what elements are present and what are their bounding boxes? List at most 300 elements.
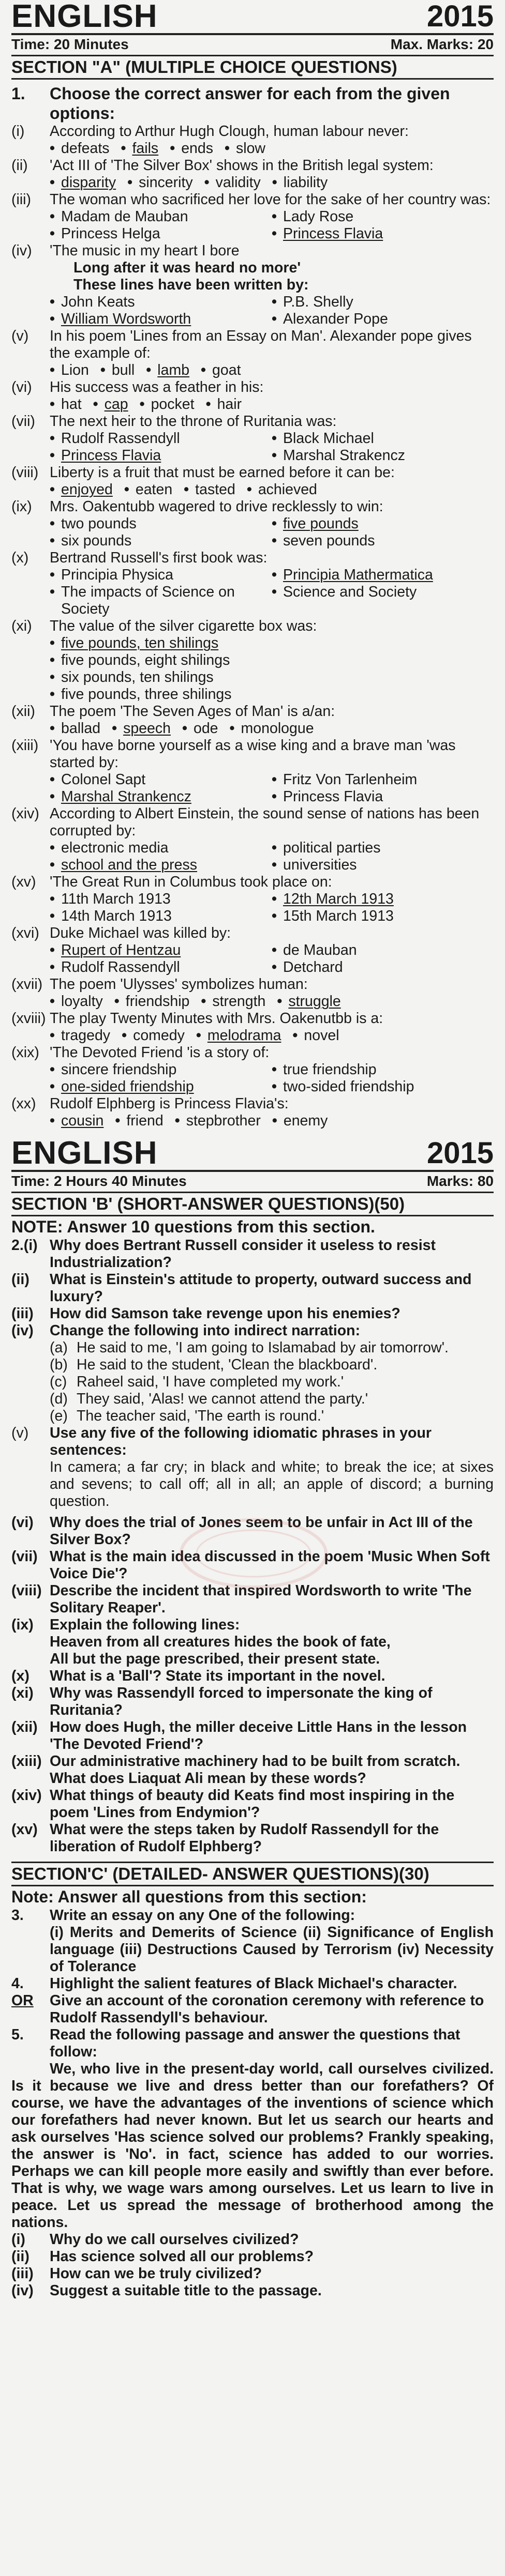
mcq-text: 'The Devoted Friend 'is a story of: [50,1044,270,1061]
mcq-option [50,720,100,737]
mcq-option-text: five pounds, ten shilings [61,635,219,651]
mcq-option [50,362,89,379]
mcq-text: The value of the silver cigarette box was: [50,618,317,634]
mcq-text: 'The Great Run in Columbus took place on: [50,874,332,890]
mcq-number: (xviii) [11,1010,46,1027]
mcq-option [230,720,314,737]
mcq-text: 'The music in my heart I bore [50,242,240,259]
mcq-question [11,737,494,771]
mcq-number: (xiii) [11,737,39,754]
mcq-option [272,567,494,584]
mcq-number: (i) [11,123,25,140]
bullet-icon: • [50,311,55,327]
mcq-question [11,550,494,567]
mcq-quote-line: Long after it was heard no more' [73,260,301,276]
bullet-icon: • [50,857,55,873]
mcq-option-text: Detchard [283,959,343,975]
question-number: (vi) [11,1514,34,1531]
q4-alt-text: Give an account of the coronation ceremony with reference to Rudolf Rassendyll's behaviour. [50,1992,484,2026]
bullet-icon: • [122,1027,127,1044]
paper2-time: Time: 2 Hours 40 Minutes [11,1173,187,1189]
question-number: (xv) [11,1821,38,1838]
mcq-option-text: Science and Society [283,584,417,600]
mcq-option-text: enemy [283,1112,328,1129]
bullet-icon: • [50,447,55,464]
bullet-icon: • [112,720,117,737]
bullet-icon: • [121,140,126,157]
bullet-icon: • [50,908,55,924]
mcq-option-text: Princess Helga [61,225,160,242]
bullet-icon: • [139,396,145,413]
bullet-icon: • [272,584,277,600]
mcq-option-text: liability [283,174,328,191]
bullet-icon: • [50,584,55,600]
mcq-option-text: Lion [61,362,89,378]
mcq-option-text: Colonel Sapt [61,771,146,788]
mcq-option-text: hat [61,396,82,413]
q3-row [11,1907,494,1924]
paper1-year: 2015 [426,0,494,33]
idioms-list: In camera; a far cry; in black and white; to break the ice; at sixes and sevens; to call off; all in all; an apple of discord; a burning question. [50,1459,494,1510]
question-number: (ix) [11,1617,34,1633]
paper1-time: Time: 20 Minutes [11,36,129,52]
reading-passage: We, who live in the present-day world, call ourselves civilized. Is it because we live and dress better than our forefathers? Of course, we have the advantages of the inventions of science which our forefathers had never known. But let us search our hearts and ask ourselves 'Has science solved our problems? Frankly speaking, the answer is 'No'. in fact, science has added to our worries. Perhaps we can kill people more easily and swiftly than ever before. That is why, we wage wars among ourselves. Let us learn to live in peace. Let us spread the message of brotherhood among the nations. [11,2061,494,2231]
mcq-option [112,720,171,737]
mcq-option [50,396,82,413]
question-number: (iv) [11,1322,34,1339]
bullet-icon: • [272,430,277,447]
question-text: Explain the following lines: [50,1617,240,1633]
mcq-option [272,532,494,550]
q5-text: Read the following passage and answer the questions that follow: [50,2026,461,2060]
mcq-text: The woman who sacrificed her love for the sake of her country was: [50,191,491,208]
mcq-question [11,1095,494,1112]
mcq-number: (xv) [11,874,36,890]
paper1-banner [11,0,494,35]
paper1-subject: ENGLISH [11,0,158,34]
mcq-text: In his poem 'Lines from an Essay on Man'. Alexander pope gives the example of: [50,328,472,361]
mcq-question [11,191,494,208]
question-text: How did Samson take revenge upon his enemies? [50,1305,400,1322]
mcq-number: (xix) [11,1044,39,1061]
paper2-meta [11,1173,494,1190]
mcq-options [11,840,494,874]
bullet-icon: • [272,959,277,975]
bullet-icon: • [272,1078,277,1095]
mcq-question [11,123,494,140]
mcq-option [50,208,272,225]
mcq-option [50,311,272,328]
mcq-options [11,140,494,157]
mcq-option-text: five pounds [283,515,359,532]
short-question [11,1271,494,1305]
mcq-number: (xii) [11,703,35,720]
mcq-option-text: goat [212,362,241,378]
passage-question [11,2282,494,2299]
mcq-option-text: 12th March 1913 [283,891,394,907]
mcq-number: (vi) [11,379,32,395]
question-text: How does Hugh, the miller deceive Little Hans in the lesson 'The Devoted Friend'? [50,1719,467,1752]
narration-text: Raheel said, 'I have completed my work.' [77,1374,344,1390]
mcq-question [11,703,494,720]
bullet-icon: • [50,1112,55,1129]
mcq-option-text: Princess Flavia [61,447,161,464]
bullet-icon: • [272,942,277,958]
mcq-option [272,891,494,908]
mcq-option-text: Alexander Pope [283,311,388,327]
question-number: (xiii) [11,1753,42,1770]
mcq-option [272,788,494,805]
mcq-text: The poem 'The Seven Ages of Man' is a/an: [50,703,335,720]
mcq-option [272,942,494,959]
mcq-options [11,891,494,925]
mcq-question [11,1044,494,1061]
bullet-icon: • [205,396,211,413]
mcq-option-text: Principia Mathermatica [283,567,433,583]
mcq-option [272,225,494,242]
mcq-option [272,1112,328,1130]
q5-number: 5. [11,2026,24,2043]
mcq-options [11,942,494,976]
bullet-icon: • [272,174,277,191]
bullet-icon: • [50,1061,55,1078]
explain-line: Heaven from all creatures hides the book of fate, [50,1634,391,1650]
bullet-icon: • [229,720,235,737]
section-b-title: SECTION 'B' (SHORT-ANSWER QUESTIONS)(50) [11,1192,494,1216]
mcq-text: 'Act III of 'The Silver Box' shows in the British legal system: [50,157,434,174]
mcq-option [272,584,494,618]
mcq-option [122,1027,185,1044]
mcq-option [50,515,272,532]
mcq-option [272,1061,494,1078]
mcq-option-text: achieved [258,481,317,498]
mcq-option [272,908,494,925]
q3-number: 3. [11,1907,24,1924]
bullet-icon: • [50,532,55,549]
question-text: What things of beauty did Keats find most inspiring in the poem 'Lines from Endymion'? [50,1787,455,1821]
question-text: Our administrative machinery had to be built from scratch. What does Liaquat Ali mean by these words? [50,1753,461,1787]
mcq-options [11,515,494,550]
mcq-number: (ii) [11,157,28,174]
bullet-icon: • [50,208,55,225]
question-text: What is a 'Ball'? State its important in the novel. [50,1668,385,1684]
idioms-question [11,1425,494,1459]
q4-alt-row [11,1992,494,2026]
short-question [11,1685,494,1719]
passage-question-text: Why do we call ourselves civilized? [50,2231,299,2248]
mcq-option-text: enjoyed [61,481,113,498]
mcq-number: (ix) [11,498,32,515]
paper2-marks: Marks: 80 [426,1173,494,1189]
mcq-options [11,993,494,1010]
mcq-text: The play Twenty Minutes with Mrs. Oakenutbb is a: [50,1010,383,1027]
mcq-option [50,1078,272,1095]
bullet-icon: • [50,294,55,310]
bullet-icon: • [204,174,210,191]
mcq-option [50,840,272,857]
bullet-icon: • [50,396,55,413]
bullet-icon: • [201,362,206,378]
mcq-option-text: loyalty [61,993,103,1010]
narration-label: (c) [50,1374,67,1390]
bullet-icon: • [272,532,277,549]
mcq-options [11,567,494,618]
bullet-icon: • [93,396,98,413]
question-number: 2.(i) [11,1237,38,1254]
mcq-option-text: lamb [157,362,190,378]
mcq-question [11,976,494,993]
mcq-option-text: novel [304,1027,339,1044]
mcq-list [11,123,494,1130]
narration-label: (e) [50,1408,68,1424]
bullet-icon: • [50,225,55,242]
mcq-option [272,447,494,464]
passage-question-text: How can we be truly civilized? [50,2265,262,2282]
mcq-option-text: comedy [133,1027,185,1044]
mcq-option [50,1112,103,1130]
short-question [11,1821,494,1855]
mcq-options [11,294,494,328]
mcq-text: According to Arthur Hugh Clough, human labour never: [50,123,409,140]
mcq-option-text: true friendship [283,1061,377,1078]
mcq-option-text: disparity [61,174,116,191]
mcq-option [146,362,189,379]
mcq-option-text: validity [215,174,261,191]
narration-item [11,1374,494,1391]
mcq-number: (v) [11,328,29,344]
mcq-option [50,225,272,242]
q5-row [11,2026,494,2061]
mcq-number: (xx) [11,1095,36,1112]
mcq-option-text: pocket [151,396,195,413]
bullet-icon: • [272,1061,277,1078]
bullet-icon: • [124,481,129,498]
mcq-option-text: Rudolf Rassendyll [61,430,180,447]
bullet-icon: • [272,840,277,856]
mcq-option-text: friend [126,1112,164,1129]
mcq-option [50,430,272,447]
mcq-question [11,874,494,891]
bullet-icon: • [50,771,55,788]
passage-question-text: Suggest a suitable title to the passage. [50,2282,322,2299]
mcq-option-text: P.B. Shelly [283,294,353,310]
passage-questions [11,2231,494,2299]
question-number: (vii) [11,1548,38,1565]
short-question [11,1753,494,1787]
mcq-question [11,1010,494,1027]
mcq-option [50,993,103,1010]
mcq-option [204,174,261,191]
mcq-option [247,481,317,498]
short-question [11,1237,494,1271]
mcq-text: Rudolf Elphberg is Princess Flavia's: [50,1095,289,1112]
idioms-number: (v) [11,1425,29,1441]
mcq-option-text: bull [111,362,135,378]
mcq-option-text: stepbrother [186,1112,261,1129]
mcq-option-text: 15th March 1913 [283,908,394,924]
paper1-meta [11,36,494,53]
mcq-option [50,771,272,788]
mcq-text: Bertrand Russell's first book was: [50,550,268,566]
bullet-icon: • [292,1027,298,1044]
mcq-option [272,430,494,447]
narration-item [11,1391,494,1408]
question-text: Describe the incident that inspired Wordsworth to write 'The Solitary Reaper'. [50,1582,472,1616]
mcq-options [11,362,494,379]
bullet-icon: • [50,669,55,685]
short-question [11,1617,494,1634]
question-number: (iii) [11,1305,34,1322]
mcq-option-text: political parties [283,840,381,856]
mcq-option-text: William Wordsworth [61,311,191,327]
mcq-text: Mrs. Oakentubb wagered to drive recklessly to win: [50,498,383,515]
mcq-option-text: defeats [61,140,110,157]
mcq-text: The poem 'Ulysses' symbolizes human: [50,976,308,993]
bullet-icon: • [50,720,55,737]
mcq-option [272,771,494,788]
mcq-option-text: Marshal Strankencz [61,788,191,805]
bullet-icon: • [272,567,277,583]
mcq-option-text: monologue [241,720,314,737]
bullet-icon: • [170,140,175,157]
passage-question-label: (i) [11,2231,25,2248]
mcq-option [50,857,272,874]
mcq-option [272,208,494,225]
mcq-option-text: hair [217,396,242,413]
mcq-text: Liberty is a fruit that must be earned before it can be: [50,464,395,481]
short-question [11,1719,494,1753]
bullet-icon: • [50,652,55,668]
mcq-options [11,1112,494,1130]
mcq-option-text: cap [104,396,128,413]
bullet-icon: • [50,840,55,856]
short-question [11,1668,494,1685]
q1-number: 1. [11,84,25,103]
bullet-icon: • [196,1027,201,1044]
bullet-icon: • [50,567,55,583]
q4-text: Highlight the salient features of Black Michael's character. [50,1975,457,1992]
mcq-question [11,498,494,515]
bullet-icon: • [272,515,277,532]
narration-text: He said to the student, 'Clean the blackboard'. [77,1356,378,1373]
bullet-icon: • [174,1112,180,1129]
mcq-option-text: ode [193,720,218,737]
mcq-option-text: speech [123,720,171,737]
mcq-question [11,925,494,942]
mcq-text: According to Albert Einstein, the sound sense of nations has been corrupted by: [50,805,480,839]
mcq-option [127,174,193,191]
mcq-option [292,1027,339,1044]
bullet-icon: • [146,362,152,378]
mcq-option [170,140,213,157]
question-number: (viii) [11,1582,42,1599]
mcq-text: His success was a feather in his: [50,379,264,395]
mcq-number: (viii) [11,464,39,481]
mcq-option [50,635,494,652]
mcq-option [206,396,242,413]
mcq-option [50,532,272,550]
mcq-option-text: Princess Flavia [283,225,383,242]
bullet-icon: • [50,362,55,378]
mcq-option [272,1078,494,1095]
mcq-option [272,515,494,532]
bullet-icon: • [50,174,55,191]
question-number: (xiv) [11,1787,42,1804]
mcq-option-text: friendship [125,993,190,1010]
bullet-icon: • [50,635,55,651]
mcq-option-text: Fritz Von Tarlenheim [283,771,418,788]
bullet-icon: • [272,294,277,310]
watermark-seal [176,1515,331,1592]
bullet-icon: • [50,1078,55,1095]
mcq-question [11,328,494,362]
q4-number: 4. [11,1975,24,1992]
mcq-number: (vii) [11,413,35,430]
mcq-option-text: six pounds [61,532,132,549]
mcq-option-text: electronic media [61,840,169,856]
mcq-options [11,1027,494,1044]
question-text: What is the main idea discussed in the poem 'Music When Soft Voice Die'? [50,1548,490,1582]
bullet-icon: • [50,891,55,907]
mcq-option-text: two pounds [61,515,137,532]
mcq-text: The next heir to the throne of Ruritania was: [50,413,337,430]
mcq-option [272,857,494,874]
question-number: (x) [11,1668,29,1684]
mcq-option-text: struggle [288,993,341,1010]
narration-label: (a) [50,1339,68,1356]
mcq-option [272,311,494,328]
passage-question [11,2231,494,2248]
bullet-icon: • [50,959,55,975]
bullet-icon: • [225,140,230,157]
explain-line: All but the page prescribed, their present state. [50,1651,380,1667]
mcq-option [201,362,241,379]
mcq-options [11,208,494,242]
passage-question-text: Has science solved all our problems? [50,2248,314,2265]
bullet-icon: • [272,447,277,464]
section-c-title: SECTION'C' (DETAILED- ANSWER QUESTIONS)(30) [11,1862,494,1886]
bullet-icon: • [50,481,55,498]
mcq-option [201,993,265,1010]
mcq-option [50,1061,272,1078]
mcq-option-text: John Keats [61,294,135,310]
mcq-option [225,140,265,157]
mcq-option [140,396,195,413]
mcq-option-text: Rudolf Rassendyll [61,959,180,975]
bullet-icon: • [201,993,206,1010]
mcq-option-text: universities [283,857,357,873]
mcq-option [93,396,128,413]
q1-heading [11,84,494,123]
mcq-option-text: fails [132,140,159,157]
mcq-number: (xiv) [11,805,39,822]
mcq-options [11,396,494,413]
narration-label: (b) [50,1356,68,1373]
mcq-option [114,993,190,1010]
mcq-options [11,481,494,498]
mcq-question [11,379,494,396]
question-text: Why does the trial of Jones seem to be unfair in Act III of the Silver Box? [50,1514,473,1548]
bullet-icon: • [184,481,189,498]
q3-topics: (i) Merits and Demerits of Science (ii) Significance of English language (iii) Destructions Caused by Terrorism (iv) Necessity of Tolerance [50,1924,494,1975]
short-question [11,1322,494,1339]
mcq-text: Duke Michael was killed by: [50,925,231,941]
mcq-option-text: eaten [135,481,173,498]
mcq-option-text: Principia Physica [61,567,174,583]
bullet-icon: • [277,993,283,1010]
bullet-icon: • [272,771,277,788]
question-text: Why does Bertrant Russell consider it useless to resist Industrialization? [50,1237,436,1271]
